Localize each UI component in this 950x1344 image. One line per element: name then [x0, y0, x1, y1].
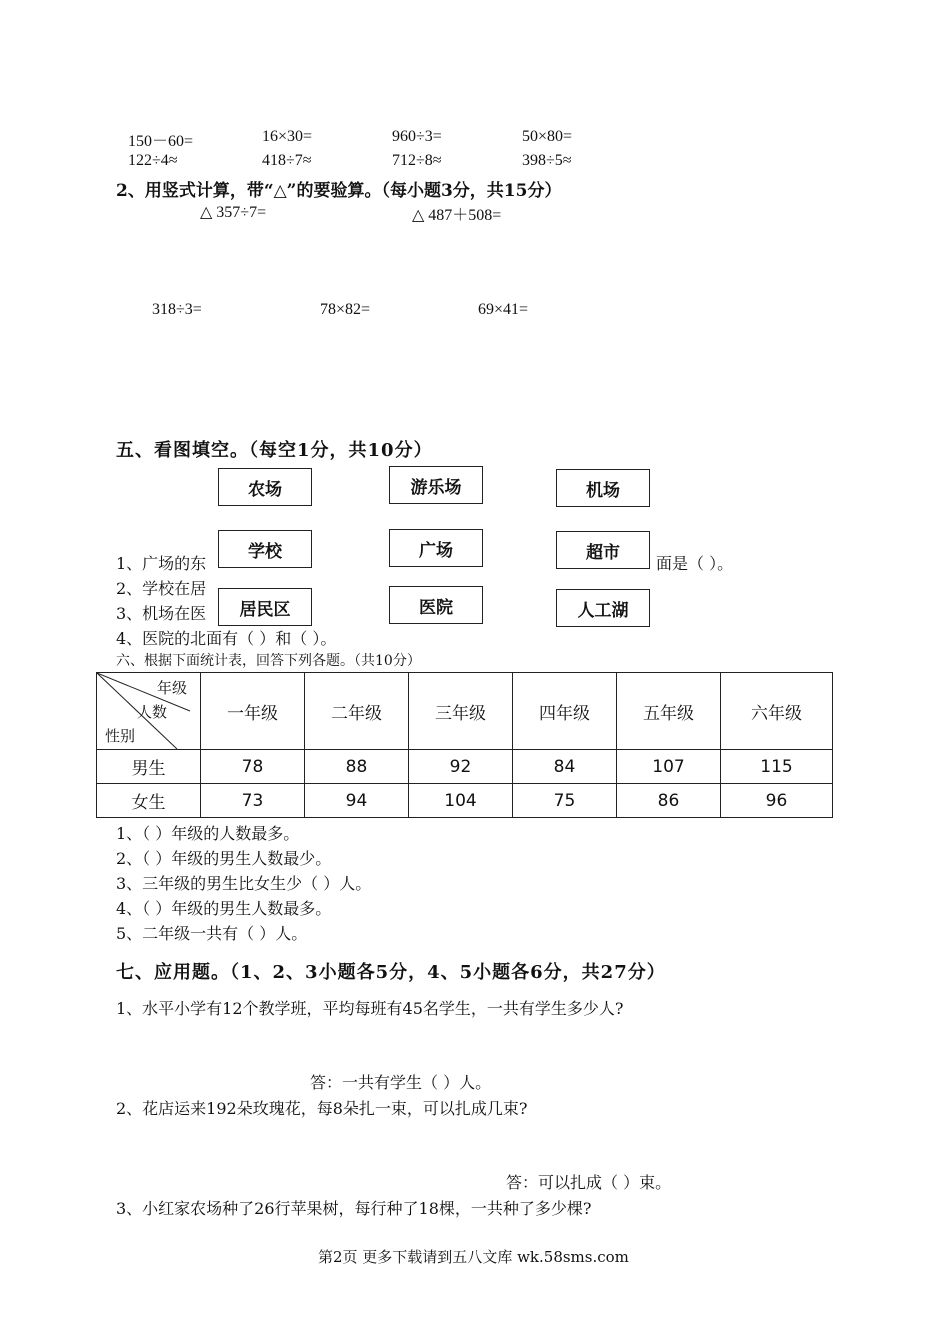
section5-title: 五、看图填空。（每空1分，共10分）	[116, 440, 433, 461]
map-box-airport: 机场	[556, 469, 650, 507]
sec5-line-4: 4、医院的北面有（ ）和（ ）。	[116, 629, 337, 648]
q2-item-d: 78×82=	[320, 301, 371, 318]
q2-item-b: △ 487＋508=	[412, 207, 502, 224]
calc-r1-c2: 16×30=	[262, 128, 313, 145]
q2-item-e: 69×41=	[478, 301, 529, 318]
map-box-hospital: 医院	[389, 586, 483, 624]
sec6-question-4: 4、（ ）年级的男生人数最多。	[116, 899, 332, 918]
table-cell: 78	[201, 750, 305, 784]
table-cell: 86	[617, 784, 721, 818]
sec5-line-1: 1、广场的东	[116, 554, 207, 573]
col-header-2: 二年级	[305, 673, 409, 750]
table-header-row	[97, 673, 833, 750]
sec6-question-2: 2、（ ）年级的男生人数最少。	[116, 849, 332, 868]
sec6-question-5: 5、二年级一共有（ ）人。	[116, 924, 308, 943]
map-box-residential: 居民区	[218, 588, 312, 626]
table-cell: 104	[409, 784, 513, 818]
page-footer: 第2页 更多下载请到五八文库 wk.58sms.com	[318, 1248, 629, 1266]
corner-label-count: 人数	[137, 703, 168, 721]
calc-r2-c2: 418÷7≈	[262, 152, 312, 169]
sec6-question-1: 1、（ ）年级的人数最多。	[116, 824, 300, 843]
map-box-lake: 人工湖	[556, 589, 650, 627]
sec7-problem-1: 1、水平小学有12个教学班，平均每班有45名学生，一共有学生多少人?	[116, 999, 624, 1018]
col-header-6: 六年级	[721, 673, 833, 750]
table-cell: 107	[617, 750, 721, 784]
corner-label-gender: 性别	[105, 727, 136, 745]
sec5-line-3: 3、机场在医	[116, 604, 207, 623]
sec5-line-2: 2、学校在居	[116, 579, 207, 598]
map-box-farm: 农场	[218, 468, 312, 506]
table-cell: 115	[721, 750, 833, 784]
table-cell: 94	[305, 784, 409, 818]
map-box-square: 广场	[389, 529, 483, 567]
row-label-girls: 女生	[97, 784, 201, 818]
table-cell: 73	[201, 784, 305, 818]
col-header-5: 五年级	[617, 673, 721, 750]
col-header-3: 三年级	[409, 673, 513, 750]
col-header-4: 四年级	[513, 673, 617, 750]
calc-r1-c3: 960÷3=	[392, 128, 442, 145]
sec7-problem-3: 3、小红家农场种了26行苹果树，每行种了18棵，一共种了多少棵?	[116, 1199, 592, 1218]
table-row	[97, 750, 833, 784]
sec5-line-1-tail: 面是（ ）。	[656, 554, 734, 573]
table-cell: 84	[513, 750, 617, 784]
calc-r1-c4: 50×80=	[522, 128, 573, 145]
calc-r1-c1: 150－60=	[128, 133, 194, 150]
table-cell: 92	[409, 750, 513, 784]
map-box-amusement-park: 游乐场	[389, 466, 483, 504]
calc-r2-c1: 122÷4≈	[128, 152, 178, 169]
table-cell: 96	[721, 784, 833, 818]
section6-title: 六、根据下面统计表，回答下列各题。（共10分）	[116, 653, 421, 669]
q2-item-a: △ 357÷7=	[200, 204, 267, 221]
sec7-answer-2: 答：可以扎成（ ）束。	[506, 1173, 672, 1192]
table-row	[97, 784, 833, 818]
map-box-supermarket: 超市	[556, 531, 650, 569]
sec7-answer-1: 答：一共有学生（ ）人。	[310, 1073, 492, 1092]
table-cell: 88	[305, 750, 409, 784]
calc-r2-c4: 398÷5≈	[522, 152, 572, 169]
sec6-question-3: 3、三年级的男生比女生少（ ）人。	[116, 874, 372, 893]
map-box-school: 学校	[218, 530, 312, 568]
corner-label-grade: 年级	[157, 679, 188, 697]
q2-item-c: 318÷3=	[152, 301, 202, 318]
section7-title: 七、应用题。（1、2、3小题各5分，4、5小题各6分，共27分）	[116, 962, 666, 983]
row-label-boys: 男生	[97, 750, 201, 784]
table-cell: 75	[513, 784, 617, 818]
q2-title: 2、用竖式计算，带“△”的要验算。（每小题3分，共15分）	[116, 181, 562, 201]
table-corner-cell	[97, 673, 201, 750]
calc-r2-c3: 712÷8≈	[392, 152, 442, 169]
sec7-problem-2: 2、花店运来192朵玫瑰花，每8朵扎一束，可以扎成几束?	[116, 1099, 528, 1118]
stats-table	[96, 672, 833, 818]
col-header-1: 一年级	[201, 673, 305, 750]
